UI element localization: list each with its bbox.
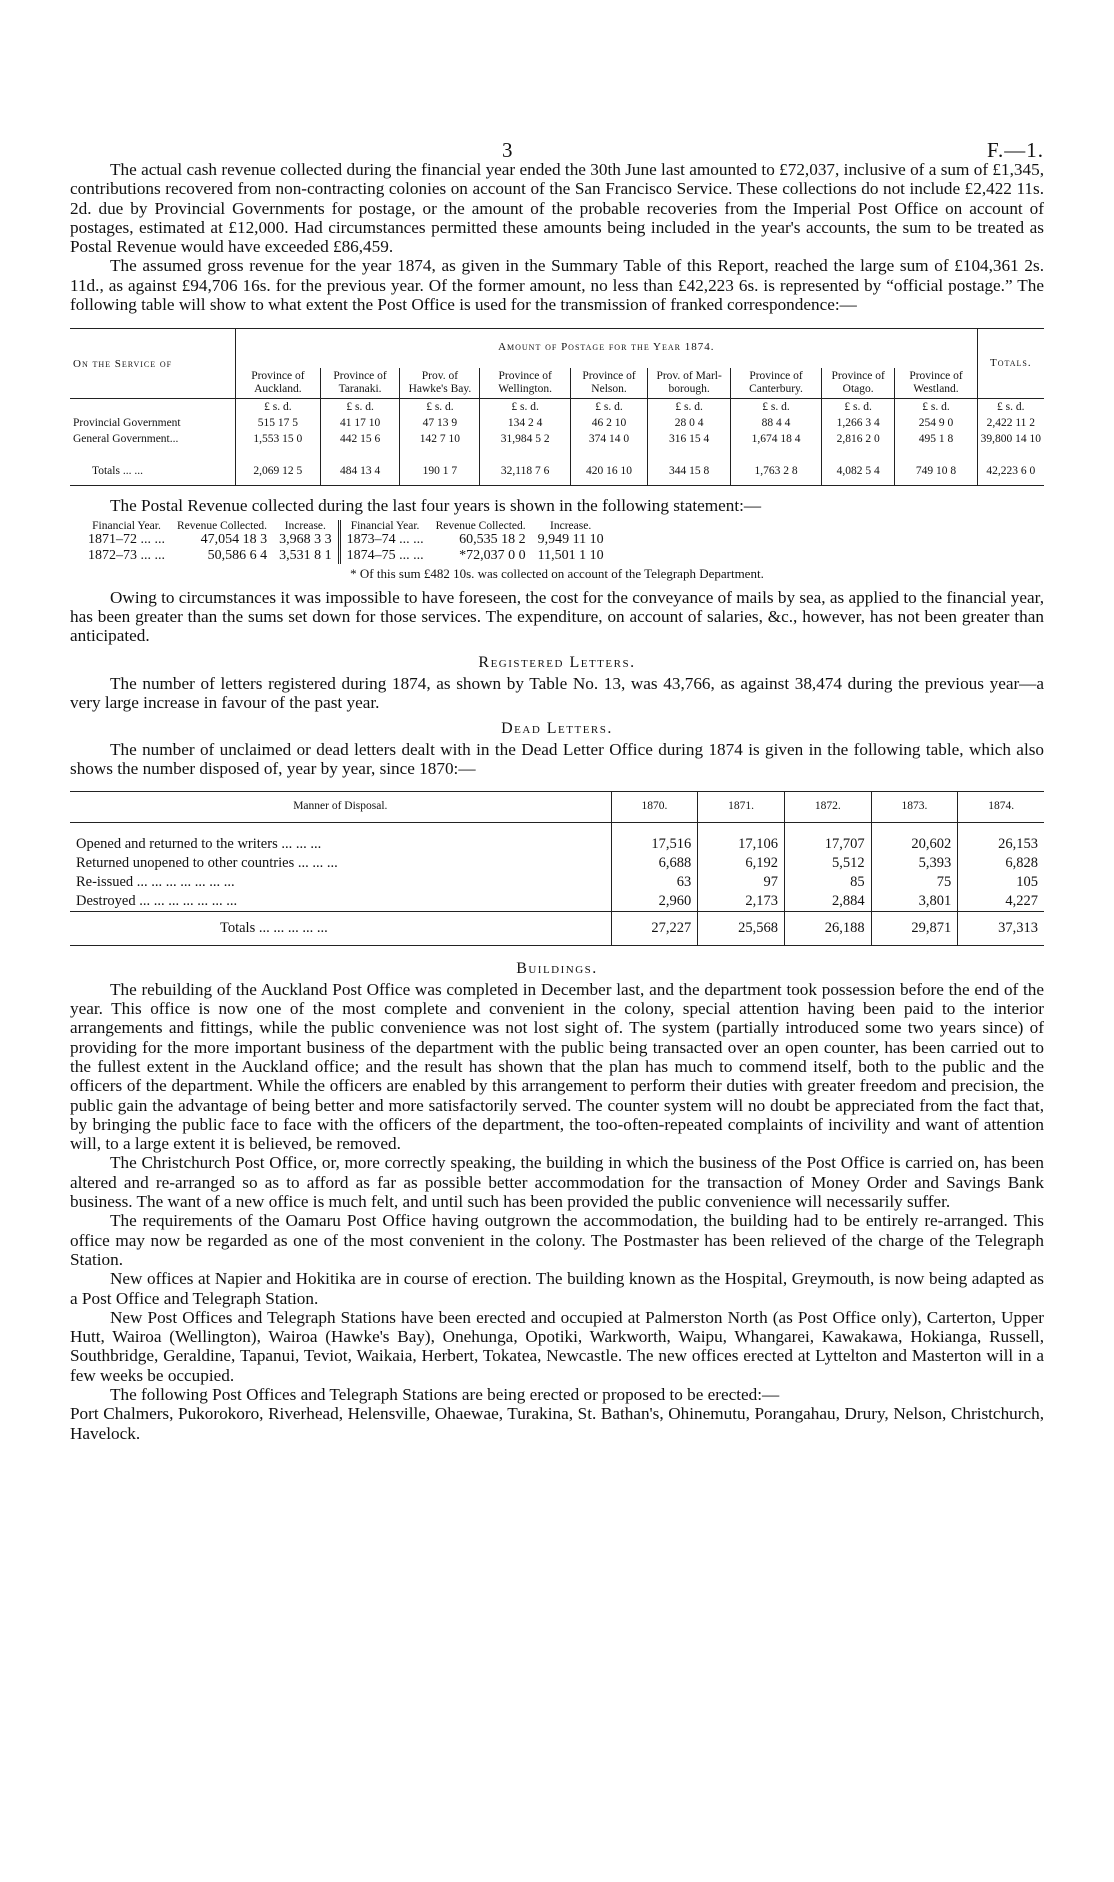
table-cell: 63 xyxy=(611,873,698,892)
table-cell: 2,173 xyxy=(698,892,785,912)
table-cell: 85 xyxy=(784,873,871,892)
column-header: Province of Wellington. xyxy=(480,368,570,399)
unit-label: £ s. d. xyxy=(731,399,822,416)
table-cell: 88 4 4 xyxy=(731,415,822,431)
unit-label: £ s. d. xyxy=(977,399,1044,416)
paragraph-dead-letters: The number of unclaimed or dead letters dealt with in the Dead Letter Office during 1874 is given in the following table, which also shows the number disposed of, year by year, since 1870:— xyxy=(70,740,1044,779)
column-header: Province of Otago. xyxy=(821,368,895,399)
table-cell: 29,871 xyxy=(871,911,958,945)
table-cell: 25,568 xyxy=(698,911,785,945)
unit-label: £ s. d. xyxy=(320,399,400,416)
document-page xyxy=(70,0,1044,1443)
table-row xyxy=(70,873,1044,892)
page-header xyxy=(70,0,1044,160)
paragraph-proposed-list: Port Chalmers, Pukorokoro, Riverhead, Helensville, Ohaewae, Turakina, St. Bathan's, Ohinemutu, Porangahau, Drury, Nelson, Christchurch, Havelock. xyxy=(70,1404,1044,1443)
unit-label: £ s. d. xyxy=(236,399,321,416)
paragraph-registered: The number of letters registered during 1874, as shown by Table No. 13, was 43,766, as against 38,474 during the previous year—a very large increase in favour of the past year. xyxy=(70,673,1044,712)
section-heading-buildings: Buildings. xyxy=(516,959,598,977)
table-cell: 42,223 6 0 xyxy=(977,447,1044,486)
column-header: Prov. of Hawke's Bay. xyxy=(400,368,480,399)
totals-row xyxy=(70,911,1044,945)
table-row xyxy=(70,854,1044,873)
column-header: Financial Year. xyxy=(339,520,430,532)
table-cell: 1,763 2 8 xyxy=(731,447,822,486)
paragraph-expenditure: Owing to circumstances it was impossible to have foreseen, the cost for the conveyance of mails by sea, as applied to the financial year, has been greater than the sums set down for those services. The expenditure, on account of salaries, &c., however, has not been greater than anticipated. xyxy=(70,587,1044,646)
column-header: Financial Year. xyxy=(92,519,161,532)
row-label: Provincial Government xyxy=(73,417,181,430)
table-cell: 484 13 4 xyxy=(320,447,400,486)
official-postage-table xyxy=(70,328,1044,486)
table-cell: 28 0 4 xyxy=(648,415,731,431)
unit-label: £ s. d. xyxy=(570,399,647,416)
unit-label: £ s. d. xyxy=(648,399,731,416)
table-cell: 420 16 10 xyxy=(570,447,647,486)
table-cell: 4,227 xyxy=(958,892,1044,912)
revenue-statement xyxy=(70,520,1044,564)
revenue-cell: 47,054 18 3 xyxy=(200,531,268,547)
page-number: 3 xyxy=(502,138,513,162)
unit-label: £ s. d. xyxy=(821,399,895,416)
column-header: Province of Canterbury. xyxy=(731,368,822,399)
revenue-cell: 50,586 6 4 xyxy=(207,547,268,563)
year-cell: 1872–73 ... ... xyxy=(88,547,165,563)
table-cell: 749 10 8 xyxy=(895,447,977,486)
table-cell: 20,602 xyxy=(871,835,958,854)
group-header: Amount of Postage for the Year 1874. xyxy=(236,329,978,369)
table-cell: 2,816 2 0 xyxy=(821,431,895,447)
row-label: Opened and returned to the writers ... ... ... xyxy=(76,835,322,852)
table-cell: 1,674 18 4 xyxy=(731,431,822,447)
column-header: Manner of Disposal. xyxy=(70,791,611,822)
table-cell: 5,512 xyxy=(784,854,871,873)
column-header: 1872. xyxy=(784,791,871,822)
table-cell: 2,884 xyxy=(784,892,871,912)
table-cell: 1,266 3 4 xyxy=(821,415,895,431)
table-row xyxy=(70,415,1044,431)
table-cell: 26,153 xyxy=(958,835,1044,854)
table-row xyxy=(70,835,1044,854)
table-cell: 37,313 xyxy=(958,911,1044,945)
table-row xyxy=(82,548,610,564)
unit-label: £ s. d. xyxy=(480,399,570,416)
table-row xyxy=(70,447,1044,486)
increase-cell: 3,968 3 3 xyxy=(279,531,332,547)
column-header: Province of Auckland. xyxy=(236,368,321,399)
paragraph-cash-revenue: The actual cash revenue collected during the financial year ended the 30th June last amounted to £72,037, inclusive of a sum of £1,345, contributions recovered from non-contracting colonies on account of the San Francisco Service. These collections do not include £2,422 11s. 2d. due by Provincial Governments for postage, or the amount of the probable recoveries from the Imperial Post Office on account of postages, estimated at £12,000. Had circumstances permitted these amounts being included in the year's accounts, the sum to be treated as Postal Revenue would have exceeded £86,459. xyxy=(70,160,1044,257)
paragraph-oamaru: The requirements of the Oamaru Post Office having outgrown the accommodation, the building had to be entirely re-arranged. This office may now be regarded as one of the most convenient in the colony. The Postmaster has been relieved of the charge of the Telegraph Station. xyxy=(70,1211,1044,1269)
table-cell: 4,082 5 4 xyxy=(821,447,895,486)
paragraph-gross-revenue: The assumed gross revenue for the year 1874, as given in the Summary Table of this Report, reached the large sum of £104,361 2s. 11d., as against £94,706 16s. for the previous year. Of the former amount, no less than £42,223 6s. is represented by “official postage.” The following table will show to what extent the Post Office is used for the transmission of franked correspondence:— xyxy=(70,256,1044,315)
paragraph-napier-hokitika: New offices at Napier and Hokitika are in course of erection. The building known as the Hospital, Greymouth, is now being adapted as a Post Office and Telegraph Station. xyxy=(70,1269,1044,1308)
section-heading-registered: Registered Letters. xyxy=(478,653,636,671)
table-cell: 134 2 4 xyxy=(480,415,570,431)
table-row xyxy=(70,892,1044,912)
table-cell: 3,801 xyxy=(871,892,958,912)
row-label: Returned unopened to other countries ... ... ... xyxy=(76,854,338,871)
table-cell: 17,106 xyxy=(698,835,785,854)
table-cell: 6,828 xyxy=(958,854,1044,873)
table-cell: 39,800 14 10 xyxy=(977,431,1044,447)
year-cell: 1874–75 ... ... xyxy=(339,548,430,564)
increase-cell: 3,531 8 1 xyxy=(279,547,332,563)
section-heading-dead-letters: Dead Letters. xyxy=(501,720,613,738)
table-cell: 26,188 xyxy=(784,911,871,945)
table-cell: 442 15 6 xyxy=(320,431,400,447)
year-cell: 1871–72 ... ... xyxy=(88,531,165,547)
row-header: On the Service of xyxy=(70,329,236,399)
table-cell: 17,707 xyxy=(784,835,871,854)
table-cell: 2,069 12 5 xyxy=(236,447,321,486)
paragraph-new-offices: New Post Offices and Telegraph Stations have been erected and occupied at Palmerston North (as Post Office only), Carterton, Upper Hutt, Wairoa (Wellington), Wairoa (Hawke's Bay), Onehunga, Opotiki, Warkworth, Waipu, Whangarei, Kawakawa, Hokianga, Russell, Southbridge, Geraldine, Tapanui, Teviot, Waikaia, Herbert, Tokatea, Newcastle. The new offices erected at Lyttelton and Masterton will in a few weeks be occupied. xyxy=(70,1307,1044,1385)
increase-cell: 9,949 11 10 xyxy=(537,531,604,547)
column-header: Province of Westland. xyxy=(895,368,977,399)
row-label: Totals ... ... ... ... ... xyxy=(70,911,611,945)
table-cell: 75 xyxy=(871,873,958,892)
column-header: Revenue Collected. xyxy=(177,519,268,532)
table-cell: 6,192 xyxy=(698,854,785,873)
table-row xyxy=(70,431,1044,447)
totals-header: Totals. xyxy=(977,329,1044,399)
row-label: Destroyed ... ... ... ... ... ... ... xyxy=(76,892,238,909)
table-cell: 6,688 xyxy=(611,854,698,873)
table-cell: 41 17 10 xyxy=(320,415,400,431)
paper-reference: F.—1. xyxy=(987,138,1044,162)
table-cell: 27,227 xyxy=(611,911,698,945)
table-cell: 5,393 xyxy=(871,854,958,873)
revenue-cell: *72,037 0 0 xyxy=(459,547,526,563)
paragraph-postal-revenue: The Postal Revenue collected during the last four years is shown in the following statement:— xyxy=(110,496,762,516)
table-cell: 46 2 10 xyxy=(570,415,647,431)
increase-cell: 11,501 1 10 xyxy=(537,547,604,563)
paragraph-auckland: The rebuilding of the Auckland Post Office was completed in December last, and the department took possession before the end of the year. This office is now one of the most complete and convenient in the colony, special attention having been paid to the interior arrangements and fittings, while the public convenience was not lost sight of. The system (partially introduced some two years since) of providing for the more important business of the department with the public being transacted over an open counter, has been carried out to the fullest extent in the Auckland office; and the result has shown that the plan has much to commend itself, both to the public and the officers of the department. While the officers are enabled by this arrangement to perform their duties with greater freedom and precision, the public gain the advantage of being better and more satisfactorily served. The counter system will no doubt be appreciated from the fact that, by bringing the public face to face with the officers of the department, the too-often-repeated complaints of incivility and want of attention will, to a large extent it is believed, be removed. xyxy=(70,979,1044,1154)
column-header: 1871. xyxy=(698,791,785,822)
table-cell: 142 7 10 xyxy=(400,431,480,447)
table-row xyxy=(82,532,610,548)
revenue-cell: 60,535 18 2 xyxy=(459,531,526,547)
year-cell: 1873–74 ... ... xyxy=(339,532,430,548)
column-header: Increase. xyxy=(284,519,326,532)
paragraph-proposed-offices: The following Post Offices and Telegraph Stations are being erected or proposed to be erected:— xyxy=(110,1384,780,1404)
row-label: Totals ... ... xyxy=(70,447,236,486)
table-cell: 190 1 7 xyxy=(400,447,480,486)
table-cell: 344 15 8 xyxy=(648,447,731,486)
dead-letters-table xyxy=(70,791,1044,946)
column-header: Increase. xyxy=(550,519,592,532)
column-header: Province of Taranaki. xyxy=(320,368,400,399)
table-cell: 316 15 4 xyxy=(648,431,731,447)
table-cell: 374 14 0 xyxy=(570,431,647,447)
column-header: Revenue Collected. xyxy=(435,519,526,532)
unit-label: £ s. d. xyxy=(895,399,977,416)
column-header: Province of Nelson. xyxy=(570,368,647,399)
table-cell: 97 xyxy=(698,873,785,892)
unit-label: £ s. d. xyxy=(400,399,480,416)
row-label: General Government... xyxy=(73,433,179,446)
column-header: 1874. xyxy=(958,791,1044,822)
table-cell: 17,516 xyxy=(611,835,698,854)
table-cell: 2,960 xyxy=(611,892,698,912)
table-cell: 47 13 9 xyxy=(400,415,480,431)
table-cell: 1,553 15 0 xyxy=(236,431,321,447)
column-header: 1870. xyxy=(611,791,698,822)
table-cell: 254 9 0 xyxy=(895,415,977,431)
table-cell: 105 xyxy=(958,873,1044,892)
paragraph-christchurch: The Christchurch Post Office, or, more correctly speaking, the building in which the business of the Post Office is carried on, has been altered and re-arranged so as to afford as far as possible better accommodation for the transaction of Money Order and Savings Bank business. The want of a new office is much felt, and until such has been provided the public convenience will necessarily suffer. xyxy=(70,1153,1044,1212)
table-cell: 32,118 7 6 xyxy=(480,447,570,486)
table-cell: 2,422 11 2 xyxy=(977,415,1044,431)
column-header: 1873. xyxy=(871,791,958,822)
footnote: * Of this sum £482 10s. was collected on account of the Telegraph Department. xyxy=(350,565,764,581)
table-cell: 31,984 5 2 xyxy=(480,431,570,447)
table-cell: 515 17 5 xyxy=(236,415,321,431)
table-cell: 495 1 8 xyxy=(895,431,977,447)
row-label: Re-issued ... ... ... ... ... ... ... xyxy=(76,873,235,890)
column-header: Prov. of Marl-borough. xyxy=(648,368,731,399)
